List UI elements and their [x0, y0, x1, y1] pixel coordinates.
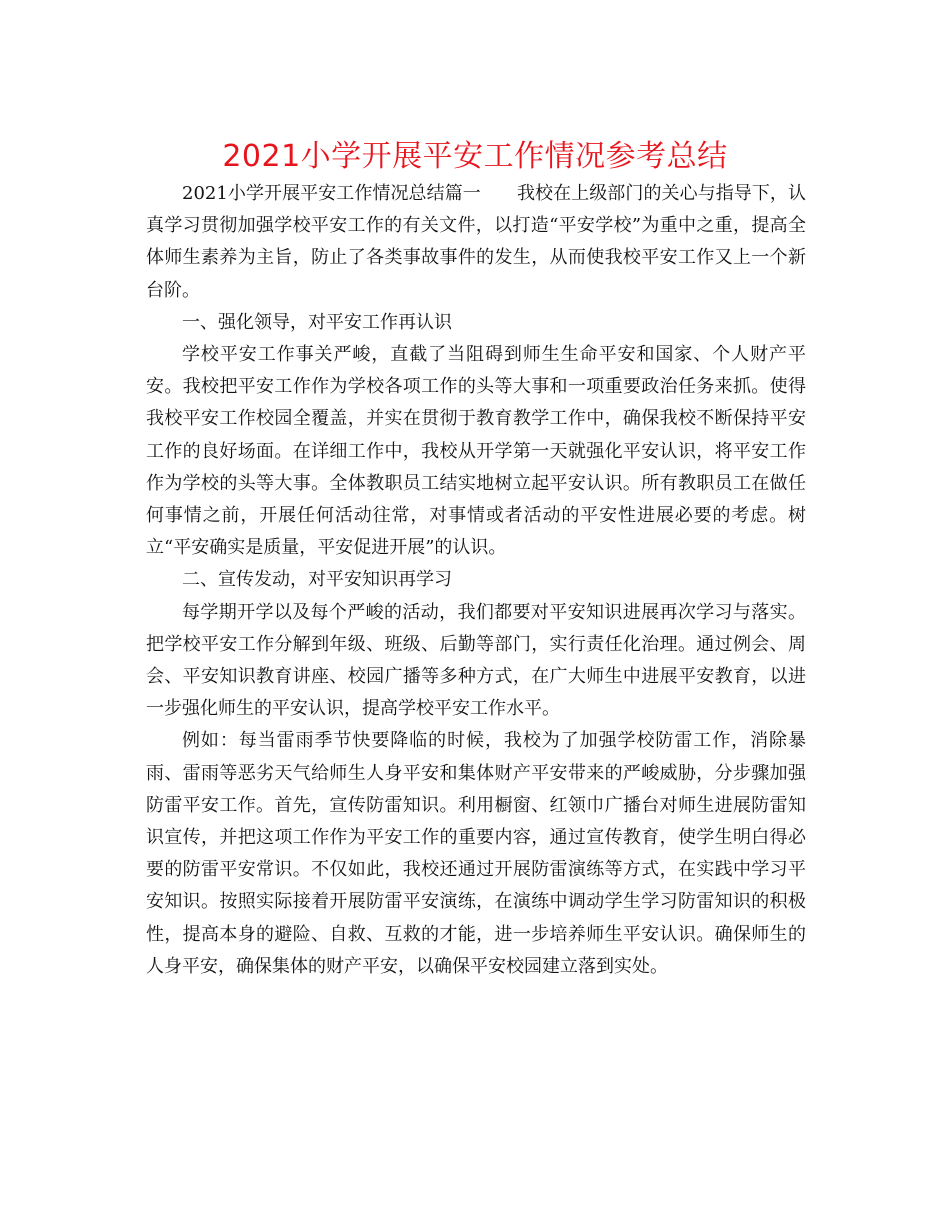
section-heading-2: 二、宣传发动，对平安知识再学习 [182, 569, 452, 591]
paragraph-intro: 2021小学开展平安工作情况总结篇一 我校在上级部门的关心与指导下，认真学习贯彻加强学校平安工作的有关文件，以打造“平安学校”为重中之重，提高全体师生素养为主旨，防止了各类事故事件的发生，从而使我校平安工作又上一个新台阶。 [146, 183, 806, 301]
document-body [146, 178, 806, 983]
paragraph-section-2: 每学期开学以及每个严峻的活动，我们都要对平安知识进展再次学习与落实。把学校平安工作分解到年级、班级、后勤等部门，实行责任化治理。通过例会、周会、平安知识教育讲座、校园广播等多种方式，在广大师生中进展平安教育，以进一步强化师生的平安认识，提高学校平安工作水平。 [146, 601, 806, 720]
paragraph-section-1: 学校平安工作事关严峻，直截了当阻碍到师生生命平安和国家、个人财产平安。我校把平安工作作为学校各项工作的头等大事和一项重要政治任务来抓。使得我校平安工作校园全覆盖，并实在贯彻于教育教学工作中，确保我校不断保持平安工作的良好场面。在详细工作中，我校从开学第一天就强化平安认识，将平安工作作为学校的头等大事。全体教职员工结实地树立起平安认识。所有教职员工在做任何事情之前，开展任何活动往常，对事情或者活动的平安性进展必要的考虑。树立“平安确实是质量，平安促进开展”的认识。 [146, 344, 806, 559]
section-heading-1: 一、强化领导，对平安工作再认识 [182, 311, 452, 333]
paragraph-example: 例如：每当雷雨季节快要降临的时候，我校为了加强学校防雷工作，消除暴雨、雷雨等恶劣天气给师生人身平安和集体财产平安带来的严峻威胁，分步骤加强防雷平安工作。首先，宣传防雷知识。利用橱窗、红领巾广播台对师生进展防雷知识宣传，并把这项工作作为平安工作的重要内容，通过宣传教育，使学生明白得必要的防雷平安常识。不仅如此，我校还通过开展防雷演练等方式，在实践中学习平安知识。按照实际接着开展防雷平安演练，在演练中调动学生学习防雷知识的积极性，提高本身的避险、自救、互救的才能，进一步培养师生平安认识。确保师生的人身平安，确保集体的财产平安，以确保平安校园建立落到实处。 [146, 730, 806, 977]
document-title: 2021小学开展平安工作情况参考总结 [222, 139, 728, 174]
